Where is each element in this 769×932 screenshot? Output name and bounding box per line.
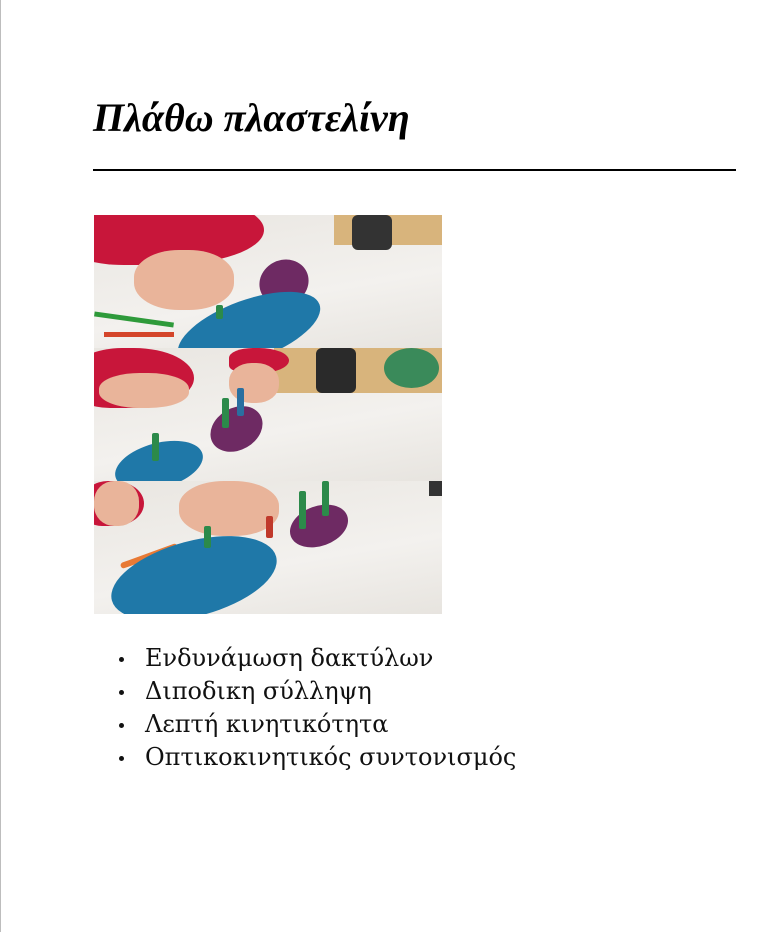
bullet-icon (119, 657, 124, 662)
activity-photo-collage (94, 215, 442, 614)
list-item (119, 675, 516, 708)
list-item-text: Λεπτή κινητικότητα (145, 710, 389, 738)
list-item-text: Ενδυνάμωση δακτύλων (145, 644, 434, 672)
list-item (119, 708, 516, 741)
list-item-text: Οπτικοκινητικός συντονισμός (145, 743, 517, 771)
title-divider (93, 169, 736, 171)
bullet-icon (119, 723, 124, 728)
photo-panel-3 (94, 481, 442, 614)
skills-list (119, 642, 516, 774)
bullet-icon (119, 756, 124, 761)
photo-panel-1 (94, 215, 442, 348)
bullet-icon (119, 690, 124, 695)
photo-panel-2 (94, 348, 442, 481)
list-item (119, 642, 516, 675)
list-item (119, 741, 516, 774)
page-title: Πλάθω πλαστελίνη (93, 95, 410, 140)
list-item-text: Διποδικη σύλληψη (145, 677, 372, 705)
